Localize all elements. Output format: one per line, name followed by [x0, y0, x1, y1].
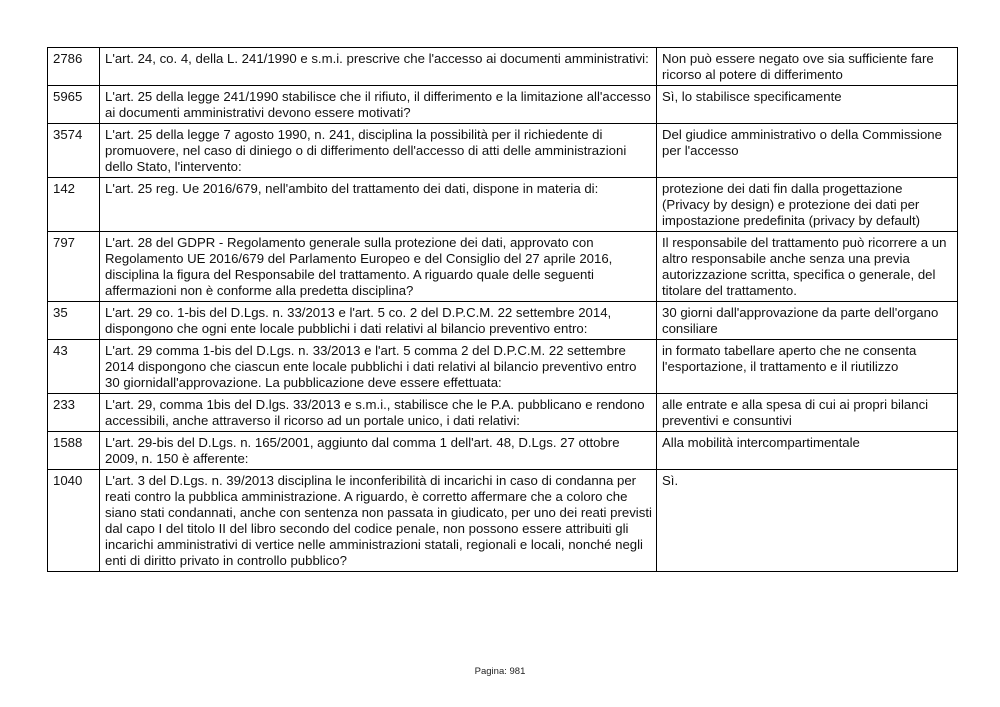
table-row — [48, 48, 958, 86]
question-id: 142 — [48, 178, 100, 232]
question-text: L'art. 29, comma 1bis del D.lgs. 33/2013 e s.m.i., stabilisce che le P.A. pubblicano e rendono accessibili, anche attraverso il ricorso ad un portale unico, i dati relativi: — [100, 394, 657, 432]
answer-text: Del giudice amministrativo o della Commissione per l'accesso — [657, 124, 958, 178]
question-text: L'art. 29-bis del D.Lgs. n. 165/2001, aggiunto dal comma 1 dell'art. 48, D.Lgs. 27 ottobre 2009, n. 150 è afferente: — [100, 432, 657, 470]
question-text: L'art. 25 della legge 7 agosto 1990, n. 241, disciplina la possibilità per il richiedente di promuovere, nel caso di diniego o di differimento dell'accesso di atti delle amministrazioni dello Stato, l'intervento: — [100, 124, 657, 178]
question-text: L'art. 29 co. 1-bis del D.Lgs. n. 33/2013 e l'art. 5 co. 2 del D.P.C.M. 22 settembre 2014, dispongono che ogni ente locale pubblichi i dati relativi al bilancio preventivo entro: — [100, 302, 657, 340]
question-text: L'art. 25 della legge 241/1990 stabilisce che il rifiuto, il differimento e la limitazione all'accesso ai documenti amministrativi devono essere motivati? — [100, 86, 657, 124]
question-text: L'art. 29 comma 1-bis del D.Lgs. n. 33/2013 e l'art. 5 comma 2 del D.P.C.M. 22 settembre 2014 dispongono che ciascun ente locale pubblichi i dati relativi al bilancio preventivo entro 30 giornidall'approvazione. La pubblicazione deve essere effettuata: — [100, 340, 657, 394]
answer-text: protezione dei dati fin dalla progettazione (Privacy by design) e protezione dei dati per impostazione predefinita (privacy by default) — [657, 178, 958, 232]
table-row — [48, 124, 958, 178]
question-id: 3574 — [48, 124, 100, 178]
question-id: 1040 — [48, 470, 100, 572]
question-id: 233 — [48, 394, 100, 432]
question-id: 2786 — [48, 48, 100, 86]
answer-text: 30 giorni dall'approvazione da parte dell'organo consiliare — [657, 302, 958, 340]
table-row — [48, 394, 958, 432]
question-id: 5965 — [48, 86, 100, 124]
table-row — [48, 302, 958, 340]
question-id: 43 — [48, 340, 100, 394]
table-row — [48, 470, 958, 572]
question-id: 35 — [48, 302, 100, 340]
question-text: L'art. 25 reg. Ue 2016/679, nell'ambito del trattamento dei dati, dispone in materia di: — [100, 178, 657, 232]
answer-text: Sì. — [657, 470, 958, 572]
question-text: L'art. 3 del D.Lgs. n. 39/2013 disciplina le inconferibilità di incarichi in caso di condanna per reati contro la pubblica amministrazione. A riguardo, è corretto affermare che a coloro che siano stati condannati, anche con sentenza non passata in giudicato, per uno dei reati previsti dal capo I del titolo II del libro secondo del codice penale, non possono essere attribuiti gli incarichi amministrativi di vertice nelle amministrazioni statali, regionali e locali, nonché negli enti di diritto privato in controllo pubblico? — [100, 470, 657, 572]
table-row — [48, 86, 958, 124]
table-row — [48, 232, 958, 302]
answer-text: in formato tabellare aperto che ne consenta l'esportazione, il trattamento e il riutilizzo — [657, 340, 958, 394]
table-row — [48, 432, 958, 470]
answer-text: alle entrate e alla spesa di cui ai propri bilanci preventivi e consuntivi — [657, 394, 958, 432]
answer-text: Alla mobilità intercompartimentale — [657, 432, 958, 470]
answer-text: Sì, lo stabilisce specificamente — [657, 86, 958, 124]
question-text: L'art. 28 del GDPR - Regolamento generale sulla protezione dei dati, approvato con Regolamento UE 2016/679 del Parlamento Europeo e del Consiglio del 27 aprile 2016, disciplina la figura del Responsabile del trattamento. A riguardo quale delle seguenti affermazioni non è conforme alla predetta disciplina? — [100, 232, 657, 302]
question-id: 1588 — [48, 432, 100, 470]
answer-text: Il responsabile del trattamento può ricorrere a un altro responsabile anche senza una previa autorizzazione scritta, specifica o generale, del titolare del trattamento. — [657, 232, 958, 302]
table-row — [48, 178, 958, 232]
answer-text: Non può essere negato ove sia sufficiente fare ricorso al potere di differimento — [657, 48, 958, 86]
quiz-table — [47, 47, 958, 572]
question-text: L'art. 24, co. 4, della L. 241/1990 e s.m.i. prescrive che l'accesso ai documenti amministrativi: — [100, 48, 657, 86]
page-number: Pagina: 981 — [474, 666, 526, 677]
question-id: 797 — [48, 232, 100, 302]
table-row — [48, 340, 958, 394]
quiz-table-body — [48, 48, 958, 572]
